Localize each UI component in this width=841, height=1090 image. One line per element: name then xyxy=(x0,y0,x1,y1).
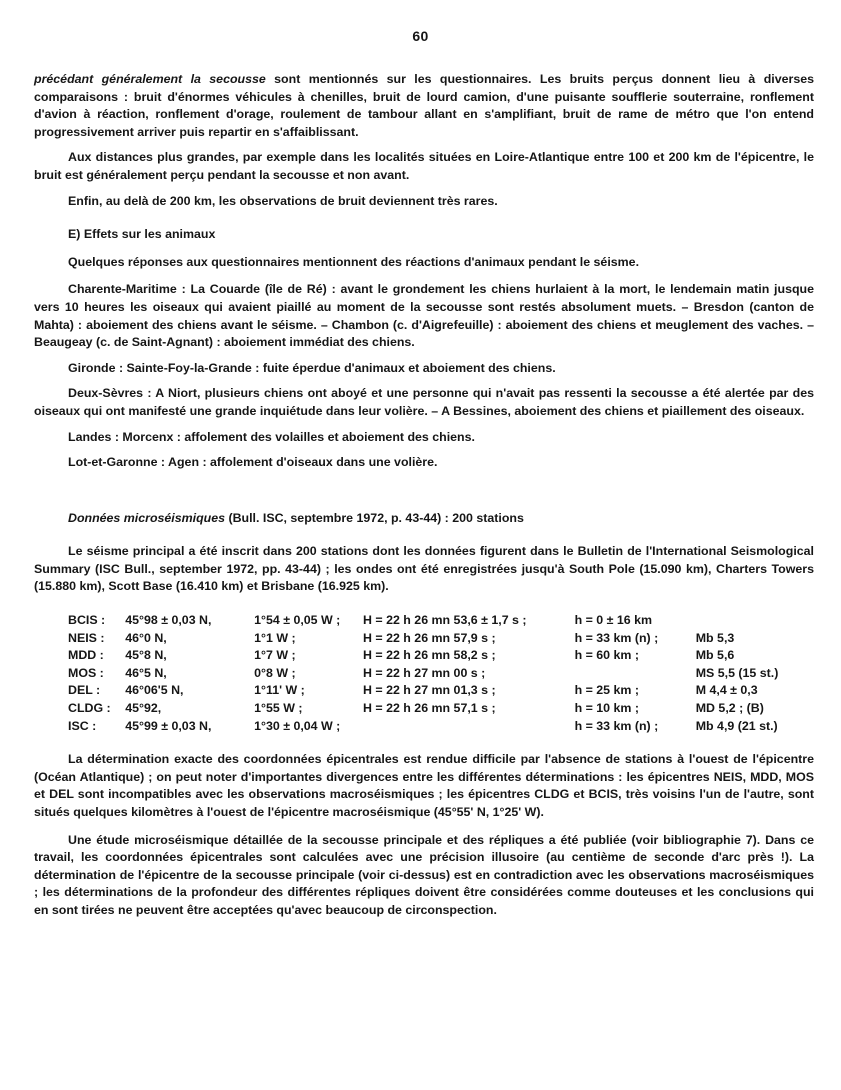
paragraph-beyond-200km: Enfin, au delà de 200 km, les observations de bruit deviennent très rares. xyxy=(68,193,498,208)
paragraph-gironde: Gironde : Sainte-Foy-la-Grande : fuite éperdue d'animaux et aboiement des chiens. xyxy=(68,360,556,375)
station-code: BCIS : xyxy=(68,613,106,628)
longitude-cell: 1°54 ± 0,05 W ; xyxy=(254,613,341,628)
latitude-cell: 45°92, xyxy=(125,701,162,716)
station-row xyxy=(68,630,814,648)
magnitude-cell xyxy=(696,612,814,630)
depth-cell: h = 33 km (n) ; xyxy=(574,630,659,645)
paragraph-charente-maritime: Charente-Maritime : La Couarde (île de Ré) : avant le grondement les chiens hurlaient à la mort, le lendemain matin jusque vers 10 heures les oiseaux qui avaient piaillé au moment de la secousse sont restés absolument muets. – Bresdon (canton de Mahta) : aboiement des chiens avant le séisme. – Chambon (c. d'Aigrefeuille) : aboiement des chiens et meuglement des vaches. – Beaugeay (c. de Saint-Agnant) : aboiement immédiat des chiens. xyxy=(34,282,814,350)
page-body xyxy=(34,71,814,920)
station-row xyxy=(68,665,814,683)
paragraph-deux-sevres: Deux-Sèvres : A Niort, plusieurs chiens ont aboyé et une personne qui n'avait pas ressenti la secousse a été alertée par des oiseaux qui ont manifesté une grande inquiétude dans leur volière. – A Bessines, aboiement des chiens et piaillement des oiseaux. xyxy=(34,386,814,418)
station-row xyxy=(68,682,814,700)
longitude-cell: 1°55 W ; xyxy=(254,701,303,716)
magnitude-cell: Mb 5,3 xyxy=(695,630,735,645)
origin-time-cell xyxy=(363,718,575,736)
depth-cell: h = 0 ± 16 km xyxy=(574,613,652,628)
paragraph-noise-comparisons xyxy=(34,71,814,141)
magnitude-cell: Mb 5,6 xyxy=(695,648,735,663)
latitude-cell: 46°0 N, xyxy=(125,630,167,645)
origin-time-cell: H = 22 h 26 mn 57,1 s ; xyxy=(363,701,496,716)
paragraph-microseismic-study: Une étude microséismique détaillée de la secousse principale et des répliques a été publiée (voir bibliographie 7). Dans ce travail, les coordonnées épicentrales sont calculées avec une précision illusoire (au centième de seconde d'arc près !). La détermination de l'épicentre de la secousse principale (voir ci-dessus) est en contradiction avec les observations macroséismiques ; les déterminations de la profondeur des différentes répliques doivent être considérées comme douteuses et les conclusions qui en sont tirées ne peuvent être acceptées qu'avec beaucoup de circonspection. xyxy=(34,832,814,917)
magnitude-cell: Mb 4,9 (21 st.) xyxy=(695,718,778,733)
station-row xyxy=(68,647,814,665)
section-heading-microseismic xyxy=(34,510,814,528)
paragraph-landes: Landes : Morcenx : affolement des volailles et aboiement des chiens. xyxy=(68,429,475,444)
station-row xyxy=(68,718,814,736)
origin-time-cell: H = 22 h 27 mn 00 s ; xyxy=(363,665,486,680)
station-row xyxy=(68,700,814,718)
magnitude-cell: MD 5,2 ; (B) xyxy=(695,701,764,716)
longitude-cell: 0°8 W ; xyxy=(254,665,296,680)
paragraph-lot-et-garonne: Lot-et-Garonne : Agen : affolement d'oiseaux dans une volière. xyxy=(68,455,438,470)
latitude-cell: 46°06'5 N, xyxy=(125,683,184,698)
depth-cell xyxy=(575,665,696,683)
station-code: DEL : xyxy=(68,683,101,698)
latitude-cell: 45°99 ± 0,03 N, xyxy=(125,718,212,733)
paragraph-coordinates: La détermination exacte des coordonnées épicentrales est rendue difficile par l'absence de stations à l'ouest de l'épicentre (Océan Atlantique) ; on peut noter d'importantes divergences entre les différentes déterminations : les épicentres NEIS, MDD, MOS et DEL sont incompatibles avec les observations macroséismiques ; les épicentres CLDG et BCIS, très voisins l'un de l'autre, sont situés quelques kilomètres à l'ouest de l'épicentre macroséismique (45°55' N, 1°25' W). xyxy=(34,752,814,819)
depth-cell: h = 60 km ; xyxy=(574,648,639,663)
origin-time-cell: H = 22 h 27 mn 01,3 s ; xyxy=(363,683,496,698)
magnitude-cell: M 4,4 ± 0,3 xyxy=(695,683,758,698)
latitude-cell: 45°8 N, xyxy=(125,648,167,663)
station-code: MOS : xyxy=(68,665,104,680)
latitude-cell: 46°5 N, xyxy=(125,665,167,680)
italic-title: Données microséismiques xyxy=(68,510,226,525)
origin-time-cell: H = 22 h 26 mn 58,2 s ; xyxy=(363,648,496,663)
longitude-cell: 1°30 ± 0,04 W ; xyxy=(254,718,341,733)
magnitude-cell: MS 5,5 (15 st.) xyxy=(695,665,779,680)
longitude-cell: 1°11' W ; xyxy=(254,683,305,698)
page-number: 60 xyxy=(412,28,429,44)
station-code: MDD : xyxy=(68,648,104,663)
paragraph-distances: Aux distances plus grandes, par exemple dans les localités situées en Loire-Atlantique entre 100 et 200 km de l'épicentre, le bruit est généralement perçu pendant la secousse et non avant. xyxy=(34,150,814,182)
paragraph-stations-record: Le séisme principal a été inscrit dans 200 stations dont les données figurent dans le Bulletin de l'International Seismological Summary (ISC Bull., september 1972, pp. 43-44) ; les ondes ont été enregistrées jusqu'à South Pole (15.090 km), Charters Towers (15.880 km), Scott Base (16.410 km) et Brisbane (16.925 km). xyxy=(34,544,814,594)
station-table xyxy=(68,612,814,735)
station-code: ISC : xyxy=(68,718,97,733)
longitude-cell: 1°7 W ; xyxy=(254,648,296,663)
paragraph-animal-reactions: Quelques réponses aux questionnaires mentionnent des réactions d'animaux pendant le séisme. xyxy=(68,254,640,269)
origin-time-cell: H = 22 h 26 mn 57,9 s ; xyxy=(363,630,496,645)
section-heading-animals: E) Effets sur les animaux xyxy=(68,227,216,242)
italic-lead: précédant généralement la secousse xyxy=(34,72,266,86)
longitude-cell: 1°1 W ; xyxy=(254,630,296,645)
depth-cell: h = 33 km (n) ; xyxy=(574,718,659,733)
heading-text: (Bull. ISC, septembre 1972, p. 43-44) : 200 stations xyxy=(225,510,524,525)
latitude-cell: 45°98 ± 0,03 N, xyxy=(125,613,212,628)
station-code: NEIS : xyxy=(68,630,105,645)
origin-time-cell: H = 22 h 26 mn 53,6 ± 1,7 s ; xyxy=(363,613,527,628)
station-row xyxy=(68,612,814,630)
paragraph-text: sont mentionnés sur les questionnaires. Les bruits perçus donnent lieu à diverses comparaisons : bruit d'énormes véhicules à chenilles, bruit de lourd camion, d'une puisante soufflerie souterraine, ronflement d'avion à réaction, ronflement d'orage, roulement de tambour allant en s'amplifiant, bruit de rame de métro que l'on entend progressivement arriver puis repartir en s'affaiblissant. xyxy=(34,72,814,139)
station-code: CLDG : xyxy=(68,701,111,716)
depth-cell: h = 10 km ; xyxy=(574,701,639,716)
depth-cell: h = 25 km ; xyxy=(574,683,639,698)
